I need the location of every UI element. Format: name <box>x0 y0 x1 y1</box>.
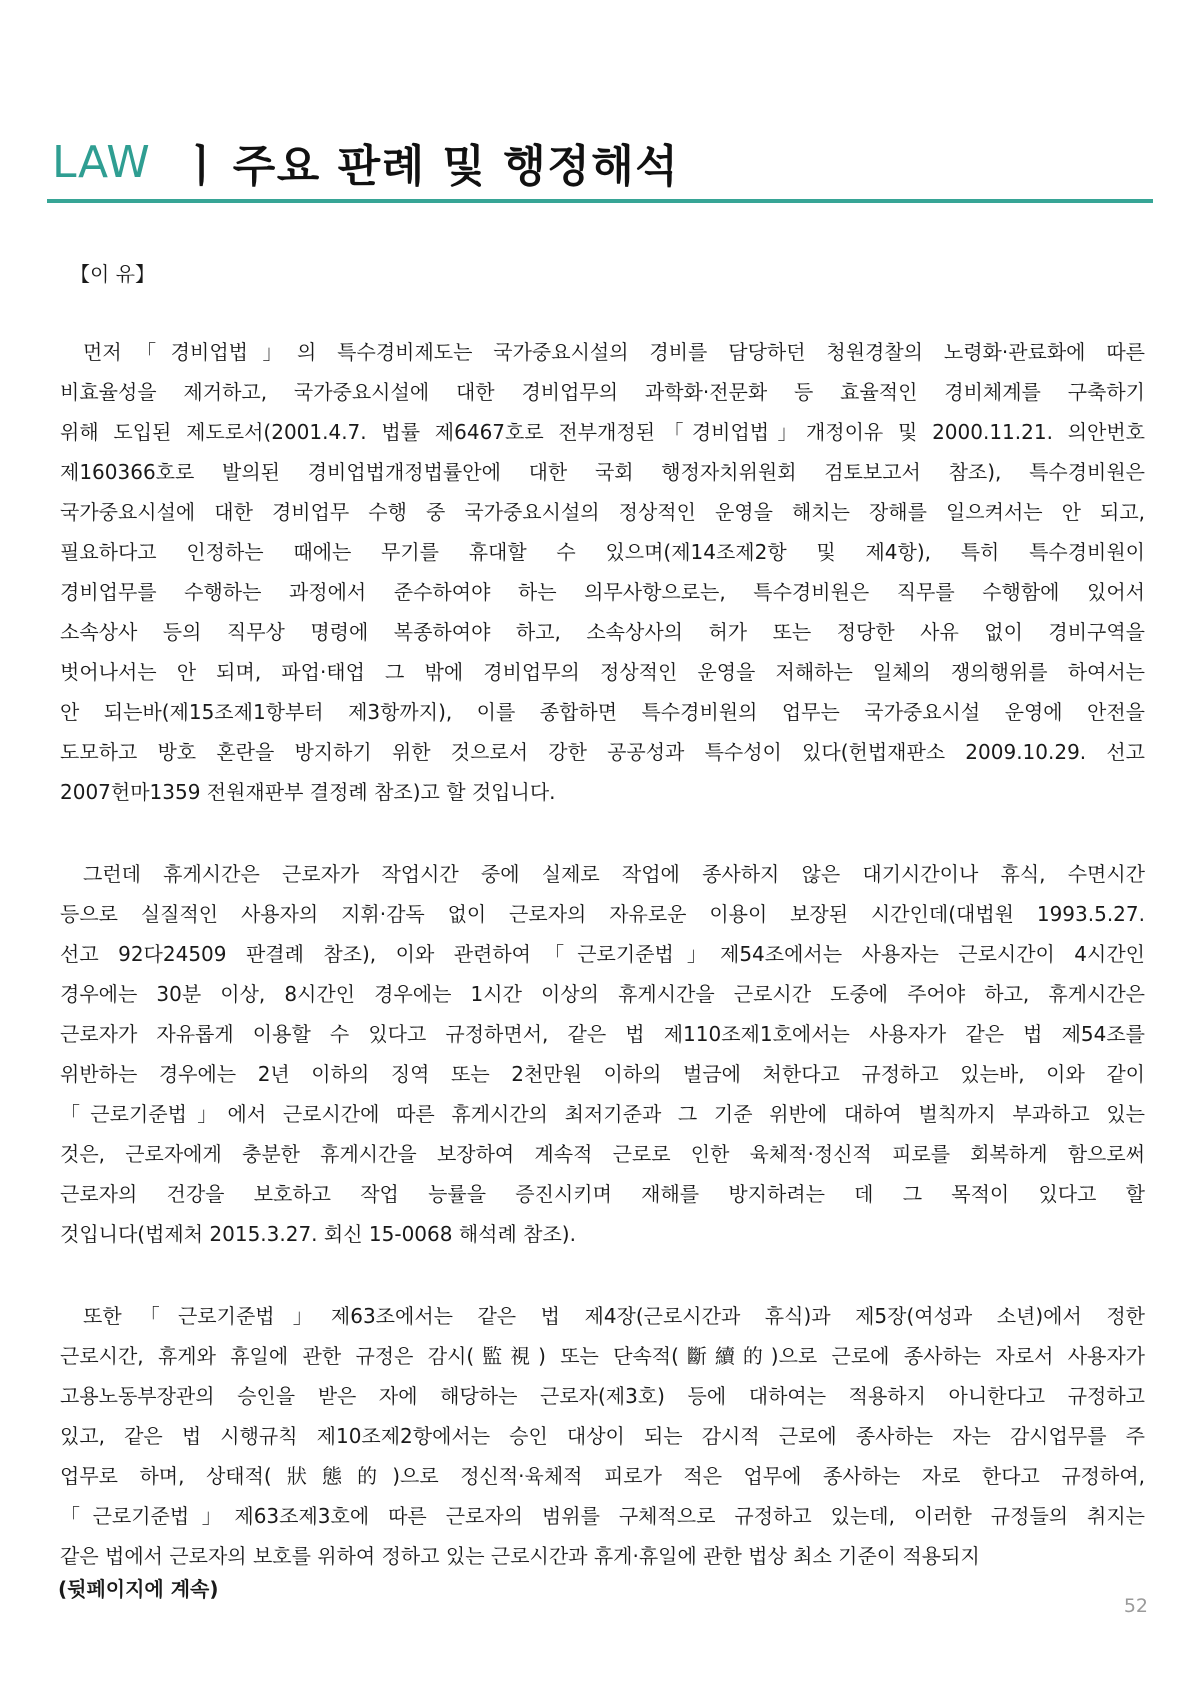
text-line: 벗어나서는 안 되며, 파업·태업 그 밖에 경비업무의 정상적인 운영을 저해하는 일체의 쟁의행위를 하여서는 <box>60 660 1145 684</box>
text-line: 먼저「경비업법」의 특수경비제도는 국가중요시설의 경비를 담당하던 청원경찰의 노령화·관료화에 따른 <box>83 340 1145 364</box>
text-line: 「근로기준법」에서 근로시간에 따른 휴게시간의 최저기준과 그 기준 위반에 대하여 벌칙까지 부과하고 있는 <box>60 1102 1145 1126</box>
text-line: 또한「근로기준법」제63조에서는 같은 법 제4장(근로시간과 휴식)과 제5장(여성과 소년)에서 정한 <box>83 1304 1145 1328</box>
text-line: 도모하고 방호 혼란을 방지하기 위한 것으로서 강한 공공성과 특수성이 있다(헌법재판소 2009.10.29. 선고 <box>60 740 1145 764</box>
text-line: 것은, 근로자에게 충분한 휴게시간을 보장하여 계속적 근로로 인한 육체적·정신적 피로를 회복하게 함으로써 <box>60 1142 1145 1166</box>
text-line: 국가중요시설에 대한 경비업무 수행 중 국가중요시설의 정상적인 운영을 해치는 장해를 일으켜서는 안 되고, <box>60 500 1145 524</box>
text-line: 위해 도입된 제도로서(2001.4.7. 법률 제6467호로 전부개정된「경비업법」개정이유 및 2000.11.21. 의안번호 <box>60 420 1145 444</box>
continued-notice: (뒷페이지에 계속) <box>58 1577 219 1601</box>
text-line: 있고, 같은 법 시행규칙 제10조제2항에서는 승인 대상이 되는 감시적 근로에 종사하는 자는 감시업무를 주 <box>60 1424 1145 1448</box>
title-separator: ㅣ <box>180 141 223 192</box>
text-line: 것입니다(법제처 2015.3.27. 회신 15-0068 해석례 참조). <box>60 1222 576 1246</box>
text-line: 위반하는 경우에는 2년 이하의 징역 또는 2천만원 이하의 벌금에 처한다고 규정하고 있는바, 이와 같이 <box>60 1062 1145 1086</box>
text-line: 안 되는바(제15조제1항부터 제3항까지), 이를 종합하면 특수경비원의 업무는 국가중요시설 운영에 안전을 <box>60 700 1145 724</box>
text-line: 경비업무를 수행하는 과정에서 준수하여야 하는 의무사항으로는, 특수경비원은 직무를 수행함에 있어서 <box>60 580 1145 604</box>
text-line: 경우에는 30분 이상, 8시간인 경우에는 1시간 이상의 휴게시간을 근로시간 도중에 주어야 하고, 휴게시간은 <box>60 982 1145 1006</box>
reason-heading: 【이 유】 <box>70 262 155 286</box>
page-header <box>52 130 679 194</box>
text-line: 같은 법에서 근로자의 보호를 위하여 정하고 있는 근로시간과 휴게·휴일에 관한 법상 최소 기준이 적용되지 <box>60 1544 980 1568</box>
text-line: 등으로 실질적인 사용자의 지휘·감독 없이 근로자의 자유로운 이용이 보장된 시간인데(대법원 1993.5.27. <box>60 902 1145 926</box>
text-line: 근로자의 건강을 보호하고 작업 능률을 증진시키며 재해를 방지하려는 데 그 목적이 있다고 할 <box>60 1182 1145 1206</box>
text-line: 필요하다고 인정하는 때에는 무기를 휴대할 수 있으며(제14조제2항 및 제4항), 특히 특수경비원이 <box>60 540 1145 564</box>
text-line: 소속상사 등의 직무상 명령에 복종하여야 하고, 소속상사의 허가 또는 정당한 사유 없이 경비구역을 <box>60 620 1145 644</box>
section-label: LAW <box>52 136 151 188</box>
text-line: 비효율성을 제거하고, 국가중요시설에 대한 경비업무의 과학화·전문화 등 효율적인 경비체계를 구축하기 <box>60 380 1145 404</box>
text-line: 근로자가 자유롭게 이용할 수 있다고 규정하면서, 같은 법 제110조제1호에서는 사용자가 같은 법 제54조를 <box>60 1022 1145 1046</box>
text-line: 업무로 하며, 상태적(狀態的)으로 정신적·육체적 피로가 적은 업무에 종사하는 자로 한다고 규정하여, <box>60 1464 1145 1488</box>
text-line: 2007헌마1359 전원재판부 결정례 참조)고 할 것입니다. <box>60 780 556 804</box>
text-line: 선고 92다24509 판결례 참조), 이와 관련하여「근로기준법」제54조에서는 사용자는 근로시간이 4시간인 <box>60 942 1145 966</box>
page-number: 52 <box>1123 1595 1148 1617</box>
paragraph-3 <box>60 1296 1145 1576</box>
paragraph-2 <box>60 854 1145 1254</box>
text-line: 「근로기준법」제63조제3호에 따른 근로자의 범위를 구체적으로 규정하고 있는데, 이러한 규정들의 취지는 <box>60 1504 1145 1528</box>
page-title: 주요 판례 및 행정해석 <box>232 141 680 192</box>
header-divider <box>47 199 1153 203</box>
text-line: 제160366호로 발의된 경비업법개정법률안에 대한 국회 행정자치위원회 검토보고서 참조), 특수경비원은 <box>60 460 1145 484</box>
document-body <box>60 332 1145 1618</box>
text-line: 근로시간, 휴게와 휴일에 관한 규정은 감시(監視) 또는 단속적(斷續的)으로 근로에 종사하는 자로서 사용자가 <box>60 1344 1145 1368</box>
paragraph-1 <box>60 332 1145 812</box>
text-line: 그런데 휴게시간은 근로자가 작업시간 중에 실제로 작업에 종사하지 않은 대기시간이나 휴식, 수면시간 <box>83 862 1145 886</box>
text-line: 고용노동부장관의 승인을 받은 자에 해당하는 근로자(제3호) 등에 대하여는 적용하지 아니한다고 규정하고 <box>60 1384 1145 1408</box>
